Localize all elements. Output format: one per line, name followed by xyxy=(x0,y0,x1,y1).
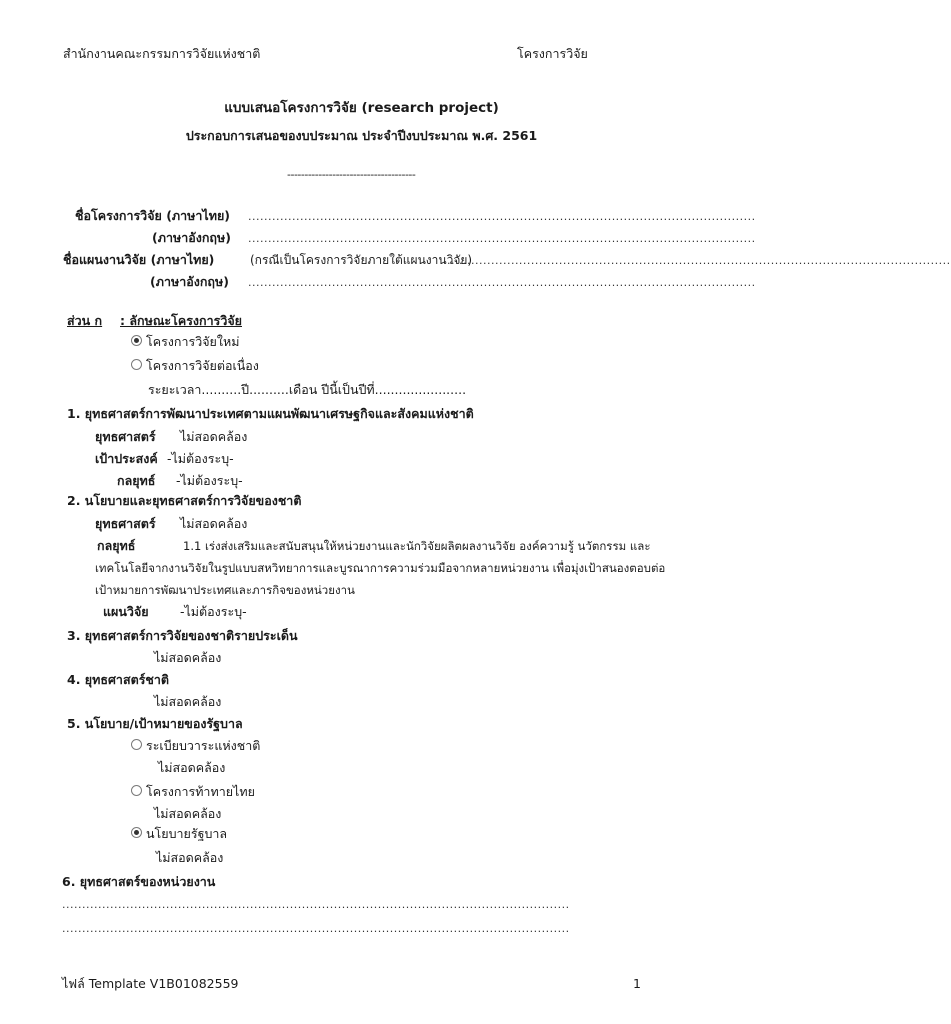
s2-tactic-line3: เป้าหมายการพัฒนาประเทศและภารกิจของหน่วยงาน xyxy=(95,583,355,597)
s2-strategy-label: ยุทธศาสตร์ xyxy=(95,516,156,531)
s4-heading: 4. ยุทธศาสตร์ชาติ xyxy=(67,672,170,687)
part-a-heading: : ลักษณะโครงการวิจัย xyxy=(120,313,242,328)
s2-tactic-line2: เทคโนโลยีจากงานวิจัยในรูปแบบสหวิทยาการและบูรณาการความร่วมมือจากหลายหน่วยงาน เพื่อมุ่งเป้าสนองตอบต่อ xyxy=(95,561,666,575)
s2-plan-label: แผนวิจัย xyxy=(103,604,149,619)
project-en-field[interactable]: ............................................................................................................................... xyxy=(248,232,756,245)
s2-plan-value: -ไม่ต้องระบุ- xyxy=(180,604,247,619)
header-org: สำนักงานคณะกรรมการวิจัยแห่งชาติ xyxy=(63,46,261,61)
s2-strategy-value: ไม่สอดคล้อง xyxy=(180,516,248,531)
s1-tactic-value: -ไม่ต้องระบุ- xyxy=(176,473,243,488)
plan-th-field[interactable]: ............................................................................................................................... xyxy=(443,254,951,267)
s2-tactic-line1: 1.1 เร่งส่งเสริมและสนับสนุนให้หน่วยงานและนักวิจัยผลิตผลงานวิจัย องค์ความรู้ นวัตกรรม และ xyxy=(183,539,651,553)
s5-heading: 5. นโยบาย/เป้าหมายของรัฐบาล xyxy=(67,716,243,731)
s1-heading: 1. ยุทธศาสตร์การพัฒนาประเทศตามแผนพัฒนาเศรษฐกิจและสังคมแห่งชาติ xyxy=(67,406,474,421)
option-continuing-project: โครงการวิจัยต่อเนื่อง xyxy=(146,358,259,373)
s2-tactic-label: กลยุทธ์ xyxy=(97,538,136,553)
s1-tactic-label: กลยุทธ์ xyxy=(117,473,156,488)
plan-note: (กรณีเป็นโครงการวิจัยภายใต้แผนงานวิจัย) xyxy=(250,253,473,267)
plan-en-label: (ภาษาอังกฤษ) xyxy=(150,274,229,289)
project-th-label: ชื่อโครงการวิจัย (ภาษาไทย) xyxy=(75,208,230,223)
footer-file: ไฟล์ Template V1B01082559 xyxy=(62,976,239,991)
s5-opt1-label: ระเบียบวาระแห่งชาติ xyxy=(146,738,261,753)
s5-opt1-value: ไม่สอดคล้อง xyxy=(158,760,226,775)
s6-heading: 6. ยุทธศาสตร์ของหน่วยงาน xyxy=(62,874,216,889)
s5-opt2-label: โครงการท้าทายไทย xyxy=(146,784,255,799)
project-en-label: (ภาษาอังกฤษ) xyxy=(152,230,231,245)
s5-opt2-value: ไม่สอดคล้อง xyxy=(154,806,222,821)
s5-opt3-value: ไม่สอดคล้อง xyxy=(156,850,224,865)
s5-opt3-label: นโยบายรัฐบาล xyxy=(146,826,228,841)
project-th-field[interactable]: ............................................................................................................................... xyxy=(248,210,756,223)
radio-challenge-thailand[interactable] xyxy=(131,785,142,796)
s1-goal-value: -ไม่ต้องระบุ- xyxy=(167,451,234,466)
radio-government-policy[interactable] xyxy=(131,827,142,838)
plan-th-label: ชื่อแผนงานวิจัย (ภาษาไทย) xyxy=(63,252,215,267)
radio-national-agenda[interactable] xyxy=(131,739,142,750)
radio-continuing-project[interactable] xyxy=(131,359,142,370)
page-title: แบบเสนอโครงการวิจัย (research project) xyxy=(224,100,499,116)
plan-en-field[interactable]: ............................................................................................................................... xyxy=(248,276,756,289)
duration-line: ระยะเวลา..........ปี..........เดือน ปีนี้เป็นปีที่....................... xyxy=(148,382,467,397)
s3-value: ไม่สอดคล้อง xyxy=(154,650,222,665)
s2-heading: 2. นโยบายและยุทธศาสตร์การวิจัยของชาติ xyxy=(67,493,302,508)
part-a-label: ส่วน ก xyxy=(67,313,103,328)
radio-new-project[interactable] xyxy=(131,335,142,346)
title-separator: ------------------------------------- xyxy=(287,168,416,181)
page-subtitle: ประกอบการเสนอของบประมาณ ประจำปีงบประมาณ พ.ศ. 2561 xyxy=(185,128,538,143)
s1-goal-label: เป้าประสงค์ xyxy=(95,451,158,466)
option-new-project: โครงการวิจัยใหม่ xyxy=(146,334,240,349)
s6-field-line1[interactable]: ............................................................................................................................... xyxy=(62,898,570,911)
s1-strategy-label: ยุทธศาสตร์ xyxy=(95,429,156,444)
header-doc-type: โครงการวิจัย xyxy=(517,46,588,61)
s1-strategy-value: ไม่สอดคล้อง xyxy=(180,429,248,444)
s3-heading: 3. ยุทธศาสตร์การวิจัยของชาติรายประเด็น xyxy=(67,628,298,643)
page-number: 1 xyxy=(633,976,641,991)
s6-field-line2[interactable]: ............................................................................................................................... xyxy=(62,922,570,935)
s4-value: ไม่สอดคล้อง xyxy=(154,694,222,709)
